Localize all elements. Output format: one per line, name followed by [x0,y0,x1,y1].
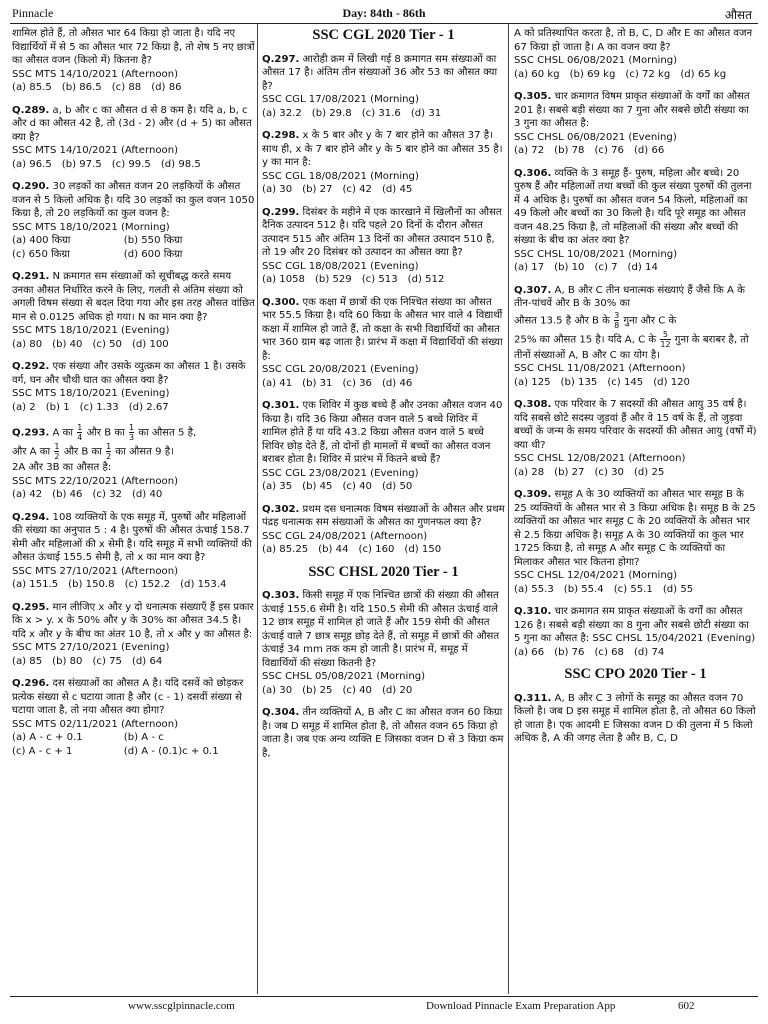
option-b: (b) 69 kg [569,68,616,80]
question-290 [12,180,255,261]
option-d: (d) 20 [381,684,413,696]
option-a: (a) 41 [262,377,293,389]
brand-name: Pinnacle [12,6,54,20]
numerator: 1 [128,423,135,432]
question-293 [12,423,255,502]
question-text: एक परिवार के 7 सदस्यों की औसत आयु 35 वर्ष है। यदि सबसे छोटे सदस्य जुड़वां हैं और वे 15 वर्ष के हैं, तो जुड़वा बच्चों के जन्म के समय परिवार के सदस्यों की औसत आयु (वर्षों में) क्या थी? [514,399,757,451]
option-c: (c) 36 [342,377,372,389]
options [12,234,255,261]
question-continued [12,27,255,95]
question-289 [12,104,255,172]
section-heading: SSC CHSL 2020 Tier - 1 [308,563,459,580]
question-source: SSC CGL 18/08/2021 (Morning) [262,170,419,182]
question-text: औसत 13.5 है और B के [514,315,610,326]
fraction [614,311,619,330]
question-number: Q.299. [262,206,300,218]
question-source: SSC CGL 23/08/2021 (Evening) [262,467,419,479]
option-b: (b) 27 [302,184,333,195]
fraction [660,330,670,349]
question-text: व्यक्ति के 3 समूह हैं- पुरुष, महिला और बच्चे। 20 पुरुष हैं और महिलाओं तथा बच्चों की कुल संख्या पुरुषों की तुलना में 4 अधिक है। पुरुषों का औसत वजन 54 किलो, महिलाओं का 49 किलो और बच्चों का 30 किलो है। यदि पूरे समूह का औसत वजन 48.25 किग्रा है, तो महिलाओं की संख्या और बच्चों की संख्या के बीच का अंतर क्या है? [514,167,752,246]
option-d: (d) 150 [404,544,442,555]
fraction [77,423,82,442]
numerator: 1 [77,423,83,432]
question-number: Q.300. [262,296,300,308]
options [514,583,757,597]
question-291 [12,270,255,351]
option-a: (a) 96.5 [12,158,52,170]
question-number: Q.311. [514,692,552,704]
option-d: (d) 100 [131,338,169,350]
question-text: तीन व्यक्तियों A, B और C का औसत वजन 60 किग्रा है। जब D समूह में शामिल होता है, तो औसत वजन 65 किग्रा हो जाता है। जब एक अन्य व्यक्ति E जिसका वजन D से 3 किग्रा कम है, [262,707,504,759]
numerator: 1 [54,442,60,451]
question-295 [12,601,255,669]
options [514,466,757,480]
topic-name: औसत [724,8,752,22]
option-d: (d) 14 [627,262,658,273]
option-b: (b) 78 [554,145,585,156]
question-number: Q.309. [514,489,552,500]
options [262,107,505,121]
option-c: (c) 68 [594,646,624,658]
option-b: (b) 80 [52,655,83,667]
option-d: (d) 512 [407,274,445,285]
option-a: (a) 72 [514,145,545,156]
question-source: SSC CGL 17/08/2021 (Morning) [262,94,419,105]
option-a: (a) 32.2 [262,107,302,119]
option-c: (c) 152.2 [124,579,171,590]
option-a: (a) 400 किग्रा [12,235,71,246]
option-c: (c) 99.5 [111,158,151,170]
option-d: (d) 2.67 [128,401,169,413]
numerator: 5 [660,330,670,340]
option-b: (b) 25 [302,684,333,696]
website-link[interactable]: www.sscglpinnacle.com [128,1000,235,1012]
question-source: SSC MTS 14/10/2021 (Afternoon) [12,145,179,156]
question-310 [514,605,757,659]
option-b: (b) 529 [314,274,352,285]
option-b: (b) 45 [302,481,333,492]
question-296 [12,677,255,758]
option-b: (b) 150.8 [68,579,115,590]
question-299 [262,206,505,287]
section-heading: SSC CGL 2020 Tier - 1 [312,27,455,43]
options [262,183,505,197]
options [12,338,255,352]
option-c: (c) 31.6 [361,107,401,119]
option-d: (d) 45 [381,184,413,195]
question-source: SSC CGL 20/08/2021 (Evening) [262,364,419,375]
question-number: Q.304. [262,707,300,718]
denominator: 2 [106,452,112,461]
question-text: आरोही क्रम में लिखी गई 8 क्रमागत सम संख्याओं का औसत 17 है। अंतिम तीन संख्याओं 36 और 53 का औसत क्या है? [262,53,498,92]
question-text: दस संख्याओं का औसत A है। यदि दसवें को छोड़कर प्रत्येक संख्या से c घटाया जाता है और (c - 1) दसवीं संख्या से घटाया जाता है, तो नया औसत क्या होगा? [12,678,244,716]
options [262,684,505,698]
option-d: (d) 50 [381,481,413,492]
question-303 [262,589,505,697]
option-c: (c) 7 [594,262,618,273]
option-c: (c) 50 [92,338,122,350]
options [262,273,505,287]
column-divider-1 [257,24,258,994]
option-a: (a) 30 [262,184,293,195]
option-d: (d) 46 [381,377,413,389]
question-298 [262,129,505,197]
option-a: (a) 2 [12,401,36,413]
question-302 [262,503,505,557]
option-c: (c) 650 किग्रा [12,248,70,260]
option-d: (d) 31 [410,107,442,119]
question-292 [12,360,255,414]
question-continued [514,27,757,81]
option-c: (c) 88 [111,82,142,93]
question-number: Q.305. [514,91,552,102]
option-b: (b) 40 [52,338,83,350]
column-1 [12,27,255,767]
question-source: SSC MTS 02/11/2021 (Afternoon) [12,718,179,730]
question-text: a, b और c का औसत d से 8 कम है। यदि a, b, c और d का औसत 42 है, तो (3d - 2) और (d + 5) का औसत क्या है? [12,104,252,143]
question-text: शामिल होते हैं, तो औसत भार 64 किग्रा हो जाता है। यदि नए विद्यार्थियों में से 5 का औसत भार 72 किग्रा है, तो शेष 5 नए छात्रों का औसत वजन (किलो में) कितना है? [12,28,255,66]
options [262,377,505,391]
option-b: (b) 10 [554,262,585,273]
footer-rule [10,996,758,997]
option-d: (d) A - (0.1)c + 0.1 [123,745,219,757]
option-a: (a) 28 [514,466,545,478]
option-b: (b) 29.8 [311,107,352,119]
option-a: (a) 151.5 [12,579,59,590]
header-rule [10,23,758,24]
question-number: Q.291. [12,271,50,282]
question-text: एक कक्षा में छात्रों की एक निश्चित संख्या का औसत भार 55.5 किग्रा है। यदि 60 किग्रा के औसत भार वाले 4 विद्यार्थी कक्षा में शामिल हो जाते हैं, तो कक्षा के सभी विद्यार्थियों का औसत भार 360 ग्राम बढ़ जाता है। प्रारंभ में कक्षा में विद्यार्थियों की संख्या है: [262,296,503,362]
question-source: SSC MTS 18/10/2021 (Morning) [12,221,170,233]
day-range: Day: 84th - 86th [342,6,426,20]
question-306 [514,167,757,275]
option-c: (c) 145 [607,376,644,388]
option-a: (a) 80 [12,338,43,350]
option-d: (d) 65 kg [680,68,727,80]
options [12,488,255,502]
section-heading: SSC CPO 2020 Tier - 1 [564,666,707,682]
option-d: (d) 600 किग्रा [123,248,183,260]
question-311 [514,692,757,746]
question-number: Q.292. [12,361,50,372]
page-header [10,6,758,22]
option-c: (c) 42 [342,184,372,195]
option-a: (a) A - c + 0.1 [12,732,83,743]
question-text: और B का [63,446,102,458]
option-d: (d) 25 [633,466,665,478]
question-number: Q.298. [262,130,300,141]
option-a: (a) 42 [12,489,43,500]
option-b: (b) 97.5 [61,158,102,170]
options [12,81,255,95]
option-c: (c) 55.1 [613,583,653,595]
option-b: (b) A - c [123,732,164,743]
question-text: और A का [12,446,51,458]
option-b: (b) 550 किग्रा [123,235,183,246]
denominator: 8 [614,320,620,330]
question-number: Q.293. [12,427,50,439]
question-number: Q.302. [262,503,300,515]
option-d: (d) 98.5 [160,158,201,170]
option-d: (d) 74 [633,646,665,658]
denominator: 2 [54,452,60,461]
options [12,578,255,592]
option-c: (c) 160 [358,544,395,555]
options [12,655,255,669]
option-b: (b) 44 [318,544,349,555]
option-a: (a) 30 [262,684,293,696]
question-text: 30 लड़कों का औसत वजन 20 लड़कियों के औसत वजन से 5 किलो अधिक है। यदि 30 लड़कों का कुल वजन 1050 किग्रा है, तो 20 लड़कियों का कुल वजन है: [12,181,255,219]
question-source: SSC CHSL 10/08/2021 (Morning) [514,248,678,260]
question-number: Q.297. [262,53,300,65]
question-number: Q.290. [12,181,50,192]
option-b: (b) 135 [560,376,598,388]
app-promo: Download Pinnacle Exam Preparation App [426,1000,616,1012]
question-text: चार क्रमागत सम प्राकृत संख्याओं के वर्गों का औसत 126 है। सबसे बड़ी संख्या का 8 गुना और सबसे छोटी संख्या का 5 गुना का औसत है: SSC CHSL 15/04/2021 (Evening) [514,606,756,644]
option-a: (a) 85.5 [12,82,52,93]
question-305 [514,90,757,158]
question-source: SSC MTS 14/10/2021 (Afternoon) [12,68,179,80]
options [12,731,255,758]
option-d: (d) 86 [151,82,182,93]
option-a: (a) 66 [514,646,545,658]
fraction [129,423,134,442]
option-c: (c) 76 [594,145,624,156]
column-2 [262,27,505,769]
question-source: SSC MTS 18/10/2021 (Evening) [12,388,170,399]
question-309 [514,488,757,596]
option-c: (c) 32 [92,489,122,500]
option-a: (a) 17 [514,262,545,273]
option-a: (a) 35 [262,481,293,492]
option-a: (a) 125 [514,376,551,388]
question-301 [262,399,505,494]
question-text: A को प्रतिस्थापित करता है, तो B, C, D और E का औसत वजन 67 किग्रा हो जाता है। A का वजन क्या है? [514,28,753,53]
question-source: SSC MTS 27/10/2021 (Afternoon) [12,565,179,577]
options [514,144,757,158]
option-a: (a) 85 [12,655,43,667]
question-source: SSC MTS 18/10/2021 (Evening) [12,325,170,336]
option-d: (d) 40 [131,489,163,500]
option-d: (d) 66 [633,145,665,156]
option-d: (d) 153.4 [180,579,227,590]
question-source: SSC CGL 18/08/2021 (Evening) [262,260,419,272]
question-text: एक शिविर में कुछ बच्चे हैं और उनका औसत वजन 40 किग्रा है। यदि 36 किग्रा औसत वजन वाले 5 बच्चे शिविर में शामिल होते हैं या यदि 43.2 किग्रा औसत वजन वाले 5 बच्चे शिविर छोड़ देते हैं, तो दोनों ही मामलों में बच्चों का औसत वजन बराबर होता है। शिविर में प्रारंभ में कितने बच्चे हैं? [262,400,503,465]
numerator: 3 [614,310,620,320]
question-300 [262,296,505,391]
question-source: SSC CHSL 06/08/2021 (Morning) [514,55,678,66]
option-c: (c) 75 [92,655,122,667]
option-b: (b) 86.5 [61,82,102,93]
option-b: (b) 27 [554,466,585,478]
question-text: 25% का औसत 15 है। यदि A, C के [514,334,657,345]
question-297 [262,53,505,121]
question-text: प्रथम दस धनात्मक विषम संख्याओं के औसत और प्रथम पंद्रह धनात्मक सम संख्याओं के औसत का गुणनफल क्या है? [262,503,505,528]
question-source: SSC MTS 22/10/2021 (Afternoon) [12,475,179,487]
option-a: (a) 55.3 [514,583,554,595]
question-source: SSC CHSL 12/08/2021 (Afternoon) [514,453,686,464]
question-text: का औसत 5 है, [138,427,197,439]
question-307 [514,284,757,390]
question-number: Q.301. [262,400,300,411]
option-b: (b) 1 [45,401,70,413]
question-number: Q.303. [262,590,300,601]
options [12,158,255,172]
question-number: Q.296. [12,678,50,689]
question-source: SSC CHSL 06/08/2021 (Evening) [514,131,677,143]
question-text: 2A और 3B का औसत है: [12,462,112,473]
question-text: 108 व्यक्तियों के एक समूह में, पुरुषों और महिलाओं की संख्या का अनुपात 5 : 4 है। पुरुषों की औसत ऊंचाई 158.7 सेमी और महिलाओं की x सेमी है। यदि समूह में सभी व्यक्तियों की औसत ऊंचाई 155.5 सेमी है, तो x का मान क्या है? [12,511,252,563]
question-text: गुना और C के [623,315,677,326]
denominator: 4 [77,433,83,442]
question-source: SSC MTS 27/10/2021 (Evening) [12,642,170,653]
column-3 [514,27,757,755]
question-308 [514,398,757,479]
option-d: (d) 120 [653,376,690,388]
option-b: (b) 55.4 [563,583,604,595]
options [514,261,757,275]
fraction [54,442,59,461]
option-c: (c) 72 kg [625,68,671,80]
option-b: (b) 46 [52,489,83,500]
column-divider-2 [508,24,509,994]
question-text: A का [52,427,74,439]
option-b: (b) 76 [554,646,585,658]
question-text: समूह A के 30 व्यक्तियों का औसत भार समूह B के 25 व्यक्तियों के औसत भार से 3 किग्रा अधिक है। समूह B के 25 व्यक्तियों का औसत भार समूह C के 20 व्यक्तियों के औसत भार से 2.5 किग्रा अधिक है। समूह A के 30 व्यक्तियों का कुल भार 1725 किग्रा है, तो समूह A और समूह C के व्यक्तियों का मिलाकर औसत भार कितना होगा? [514,489,756,568]
option-d: (d) 64 [131,655,163,667]
page-number: 602 [678,1000,695,1012]
numerator: 1 [106,442,112,451]
question-number: Q.289. [12,104,50,116]
question-text: का औसत 9 है। [115,446,174,458]
options [262,480,505,494]
option-a: (a) 60 kg [514,68,560,80]
question-text: गुना के बराबर है, तो तीनों संख्याओं A, B और C का योग है। [514,334,749,361]
question-text: और B का [86,427,125,439]
question-number: Q.310. [514,606,552,617]
options [262,543,505,557]
option-c: (c) A - c + 1 [12,745,73,757]
question-number: Q.307. [514,284,552,296]
option-c: (c) 513 [361,274,398,285]
option-c: (c) 40 [342,684,372,696]
question-text: किसी समूह में एक निश्चित छात्रों की संख्या की औसत ऊंचाई 155.6 सेमी है। यदि 150.5 सेमी की औसत ऊंचाई वाले 12 छात्र समूह में शामिल हो जाते हैं और 159 सेमी की औसत ऊंचाई वाले 7 छात्र समूह छोड़ देते हैं, तो समूह में छात्रों की औसत ऊंचाई 34 mm तक कम हो जाती है। प्रारंभ में, समूह में विद्यार्थियों की संख्या कितनी है? [262,590,500,669]
question-text: x के 5 बार और y के 7 बार होने का औसत 37 है। साथ ही, x के 7 बार होने और y के 5 बार होने का औसत 35 है। y का मान है: [262,130,503,168]
question-source: SSC CHSL 11/08/2021 (Afternoon) [514,363,686,374]
question-text: A, B और C 3 लोगों के समूह का औसत वजन 70 किलो है। जब D इस समूह में शामिल होता है, तो औसत 60 किलो हो जाता है। एक आदमी E जिसका वजन D की तुलना में 5 किलो अधिक है, A की जगह लेता है और B, C, D [514,692,756,744]
question-source: SSC CHSL 05/08/2021 (Morning) [262,671,426,682]
option-c: (c) 30 [594,466,624,478]
options [12,401,255,415]
question-text: एक संख्या और उसके व्युत्क्रम का औसत 1 है। उसके वर्ग, घन और चौथी घात का औसत क्या है? [12,361,246,386]
question-number: Q.295. [12,601,50,613]
denominator: 12 [660,339,671,349]
option-a: (a) 85.25 [262,544,309,555]
denominator: 3 [128,433,135,442]
question-text: दिसंबर के महीने में एक कारखाने में खिलौनों का औसत दैनिक उत्पादन 512 है। यदि पहले 20 दिनों के दौरान औसत उत्पादन 515 और अंतिम 13 दिनों का औसत उत्पादन 510 है, तो 19 और 20 दिसंबर को उत्पादन का औसत क्या है? [262,206,502,258]
question-294 [12,511,255,592]
question-number: Q.308. [514,399,552,410]
question-text: A, B और C तीन धनात्मक संख्याएं हैं जैसे कि A के तीन-पांचवें और B के 30% का [514,284,745,309]
option-d: (d) 55 [662,583,694,595]
option-b: (b) 31 [302,377,333,389]
question-number: Q.306. [514,167,552,179]
question-text: N क्रमागत सम संख्याओं को सूचीबद्ध करते समय उनका औसत निर्धारित करने के लिए, गलती से अंतिम संख्या को अगली विषम संख्या से बदल दिया गया और इस तरह औसत वांछित मान से 0.0125 अधिक हो गया। N का मान क्या है? [12,271,255,323]
option-a: (a) 1058 [262,274,305,285]
question-text: चार क्रमागत विषम प्राकृत संख्याओं के वर्गों का औसत 201 है। सबसे बड़ी संख्या का 7 गुना और सबसे छोटी संख्या का 3 गुना का औसत है: [514,91,750,129]
question-number: Q.294. [12,511,50,523]
question-source: SSC CGL 24/08/2021 (Afternoon) [262,530,428,542]
question-source: SSC CHSL 12/04/2021 (Morning) [514,570,678,581]
question-304 [262,706,505,760]
options [514,68,757,82]
option-c: (c) 40 [342,481,372,492]
option-c: (c) 1.33 [79,401,119,413]
options [514,376,757,390]
fraction [106,442,111,461]
options [514,646,757,660]
question-text: मान लीजिए x और y दो धनात्मक संख्याएँ हैं इस प्रकार कि x > y. x के 50% और y के 30% का औसत 34.5 है। यदि x और y के बीच का अंतर 10 है, तो x और y का औसत है: [12,601,254,640]
